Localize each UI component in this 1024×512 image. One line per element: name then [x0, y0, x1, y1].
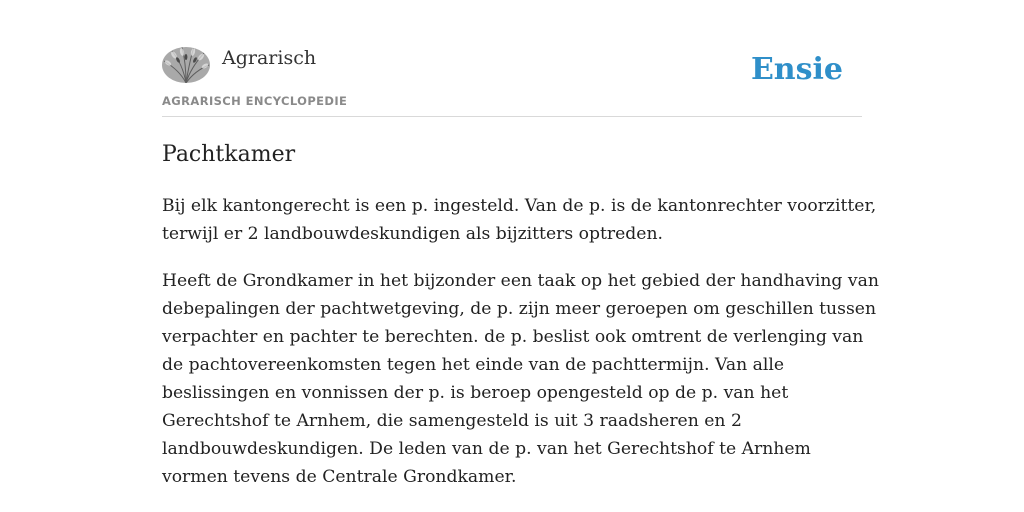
article-paragraph: Heeft de Grondkamer in het bijzonder een taak op het gebied der handhaving van debepalingen der pachtwetgeving, de p. zijn meer geroepen om geschillen tussen verpachter en pachter te berechten. de p. beslist ook omtrent de verlenging van de pachtovereenkomsten tegen het einde van de pachttermijn. Van alle beslissingen en vonnissen der p. is beroep opengesteld op de p. van het Gerechtshof te Arnhem, die samengesteld is uit 3 raadsheren en 2 landbouwdeskundigen. De leden van de p. van het Gerechtshof te Arnhem vormen tevens de Centrale Grondkamer.: [162, 271, 879, 487]
source-name[interactable]: Agrarisch: [222, 47, 317, 69]
brand-logo[interactable]: Ensie: [750, 52, 843, 87]
source-subtitle: AGRARISCH ENCYCLOPEDIE: [162, 94, 348, 108]
page-title: Pachtkamer: [162, 142, 296, 167]
header: [162, 44, 862, 117]
article-paragraph: Bij elk kantongerecht is een p. ingesteld. Van de p. is de kantonrechter voorzitter, terwijl er 2 landbouwdeskundigen als bijzitters optreden.: [162, 196, 877, 244]
article-body: [162, 192, 882, 510]
wheat-logo-icon[interactable]: [162, 47, 210, 83]
